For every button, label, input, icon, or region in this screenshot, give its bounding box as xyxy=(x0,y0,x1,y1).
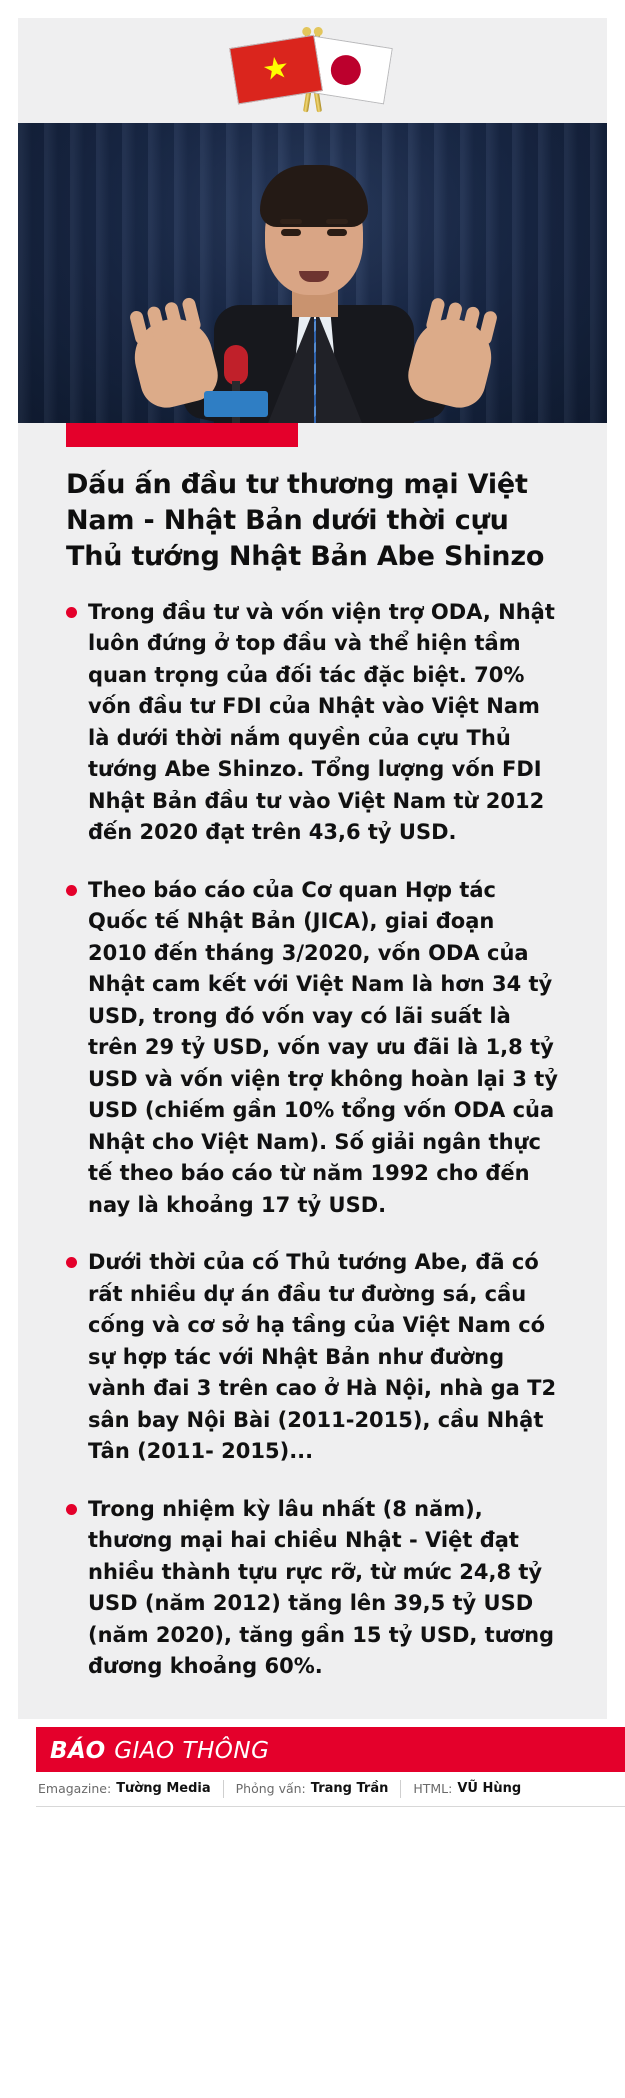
credit-label: Emagazine: xyxy=(38,1781,112,1797)
article-paragraph xyxy=(66,875,559,1222)
page-title: Dấu ấn đầu tư thương mại Việt Nam - Nhật Bản dưới thời cựu Thủ tướng Nhật Bản Abe Shinzo xyxy=(66,469,545,572)
accent-bar xyxy=(66,423,298,447)
credit-item xyxy=(401,1781,533,1796)
footer xyxy=(18,1727,607,1825)
credit-value: Tường Media xyxy=(116,1781,211,1797)
vietnam-flag-icon: ★ xyxy=(229,34,323,104)
photo-brow-left xyxy=(280,219,302,224)
brand-bar xyxy=(36,1730,625,1772)
credit-label: HTML: xyxy=(413,1781,453,1797)
brand-name-rest: GIAO THÔNG xyxy=(114,1737,270,1764)
paragraph-text: Dưới thời của cố Thủ tướng Abe, đã có rất nhiều dự án đầu tư đường sá, cầu cống và cơ sở hạ tầng của Việt Nam có sự hợp tác với Nhật Bản như đường vành đai 3 trên cao ở Hà Nội, nhà ga T2 sân bay Nội Bài (2011-2015), cầu Nhật Tân (2011- 2015)... xyxy=(88,1250,557,1464)
bullet-icon xyxy=(66,607,77,618)
bullet-icon xyxy=(66,885,77,896)
brand-name-bold: BÁO xyxy=(50,1737,106,1764)
brand-logo xyxy=(50,1738,269,1764)
article-paragraph xyxy=(66,1494,559,1683)
flag-pair xyxy=(233,28,393,114)
article-body xyxy=(18,447,607,1719)
paragraph-text: Theo báo cáo của Cơ quan Hợp tác Quốc tế Nhật Bản (JICA), giai đoạn 2010 đến tháng 3/2020, vốn ODA của Nhật cam kết với Việt Nam là hơn 34 tỷ USD, trong đó vốn vay có lãi suất là trên 29 tỷ USD, vốn vay ưu đãi là 1,8 tỷ USD và vốn viện trợ không hoàn lại 3 tỷ USD (chiếm gần 10% tổng vốn ODA của Nhật cho Việt Nam). Số giải ngân thực tế theo báo cáo từ năm 1992 cho đến nay là khoảng 17 tỷ USD. xyxy=(88,877,558,1217)
flags-header xyxy=(18,18,607,123)
article-paragraph xyxy=(66,597,559,849)
photo-brow-right xyxy=(326,219,348,224)
credit-label: Phỏng vấn: xyxy=(235,1781,306,1797)
microphone-icon xyxy=(224,345,248,385)
paragraph-text: Trong nhiệm kỳ lâu nhất (8 năm), thương mại hai chiều Nhật - Việt đạt nhiều thành tựu rực rỡ, từ mức 24,8 tỷ USD (năm 2012) tăng lên 39,5 tỷ USD (năm 2020), tăng gần 15 tỷ USD, tương đương khoảng 60%. xyxy=(88,1496,555,1679)
microphone-badge xyxy=(204,391,268,417)
article-paragraph xyxy=(66,1247,559,1468)
credit-value: Trang Trần xyxy=(310,1781,389,1797)
hero-photo xyxy=(18,123,607,423)
article-card xyxy=(18,18,607,1719)
bullet-icon xyxy=(66,1504,77,1515)
credit-item xyxy=(224,1781,401,1796)
paragraph-text: Trong đầu tư và vốn viện trợ ODA, Nhật luôn đứng ở top đầu và thể hiện tầm quan trọng của đối tác đặc biệt. 70% vốn đầu tư FDI của Nhật vào Việt Nam là dưới thời nắm quyền của cựu Thủ tướng Abe Shinzo. Tổng lượng vốn FDI Nhật Bản đầu tư vào Việt Nam từ 2012 đến 2020 đạt trên 43,6 tỷ USD. xyxy=(88,599,555,845)
credits-bar xyxy=(36,1772,625,1807)
credit-item xyxy=(36,1781,223,1796)
photo-eye-right xyxy=(327,229,347,236)
bullet-icon xyxy=(66,1257,77,1268)
credit-value: VŨ Hùng xyxy=(457,1781,522,1797)
photo-eye-left xyxy=(281,229,301,236)
